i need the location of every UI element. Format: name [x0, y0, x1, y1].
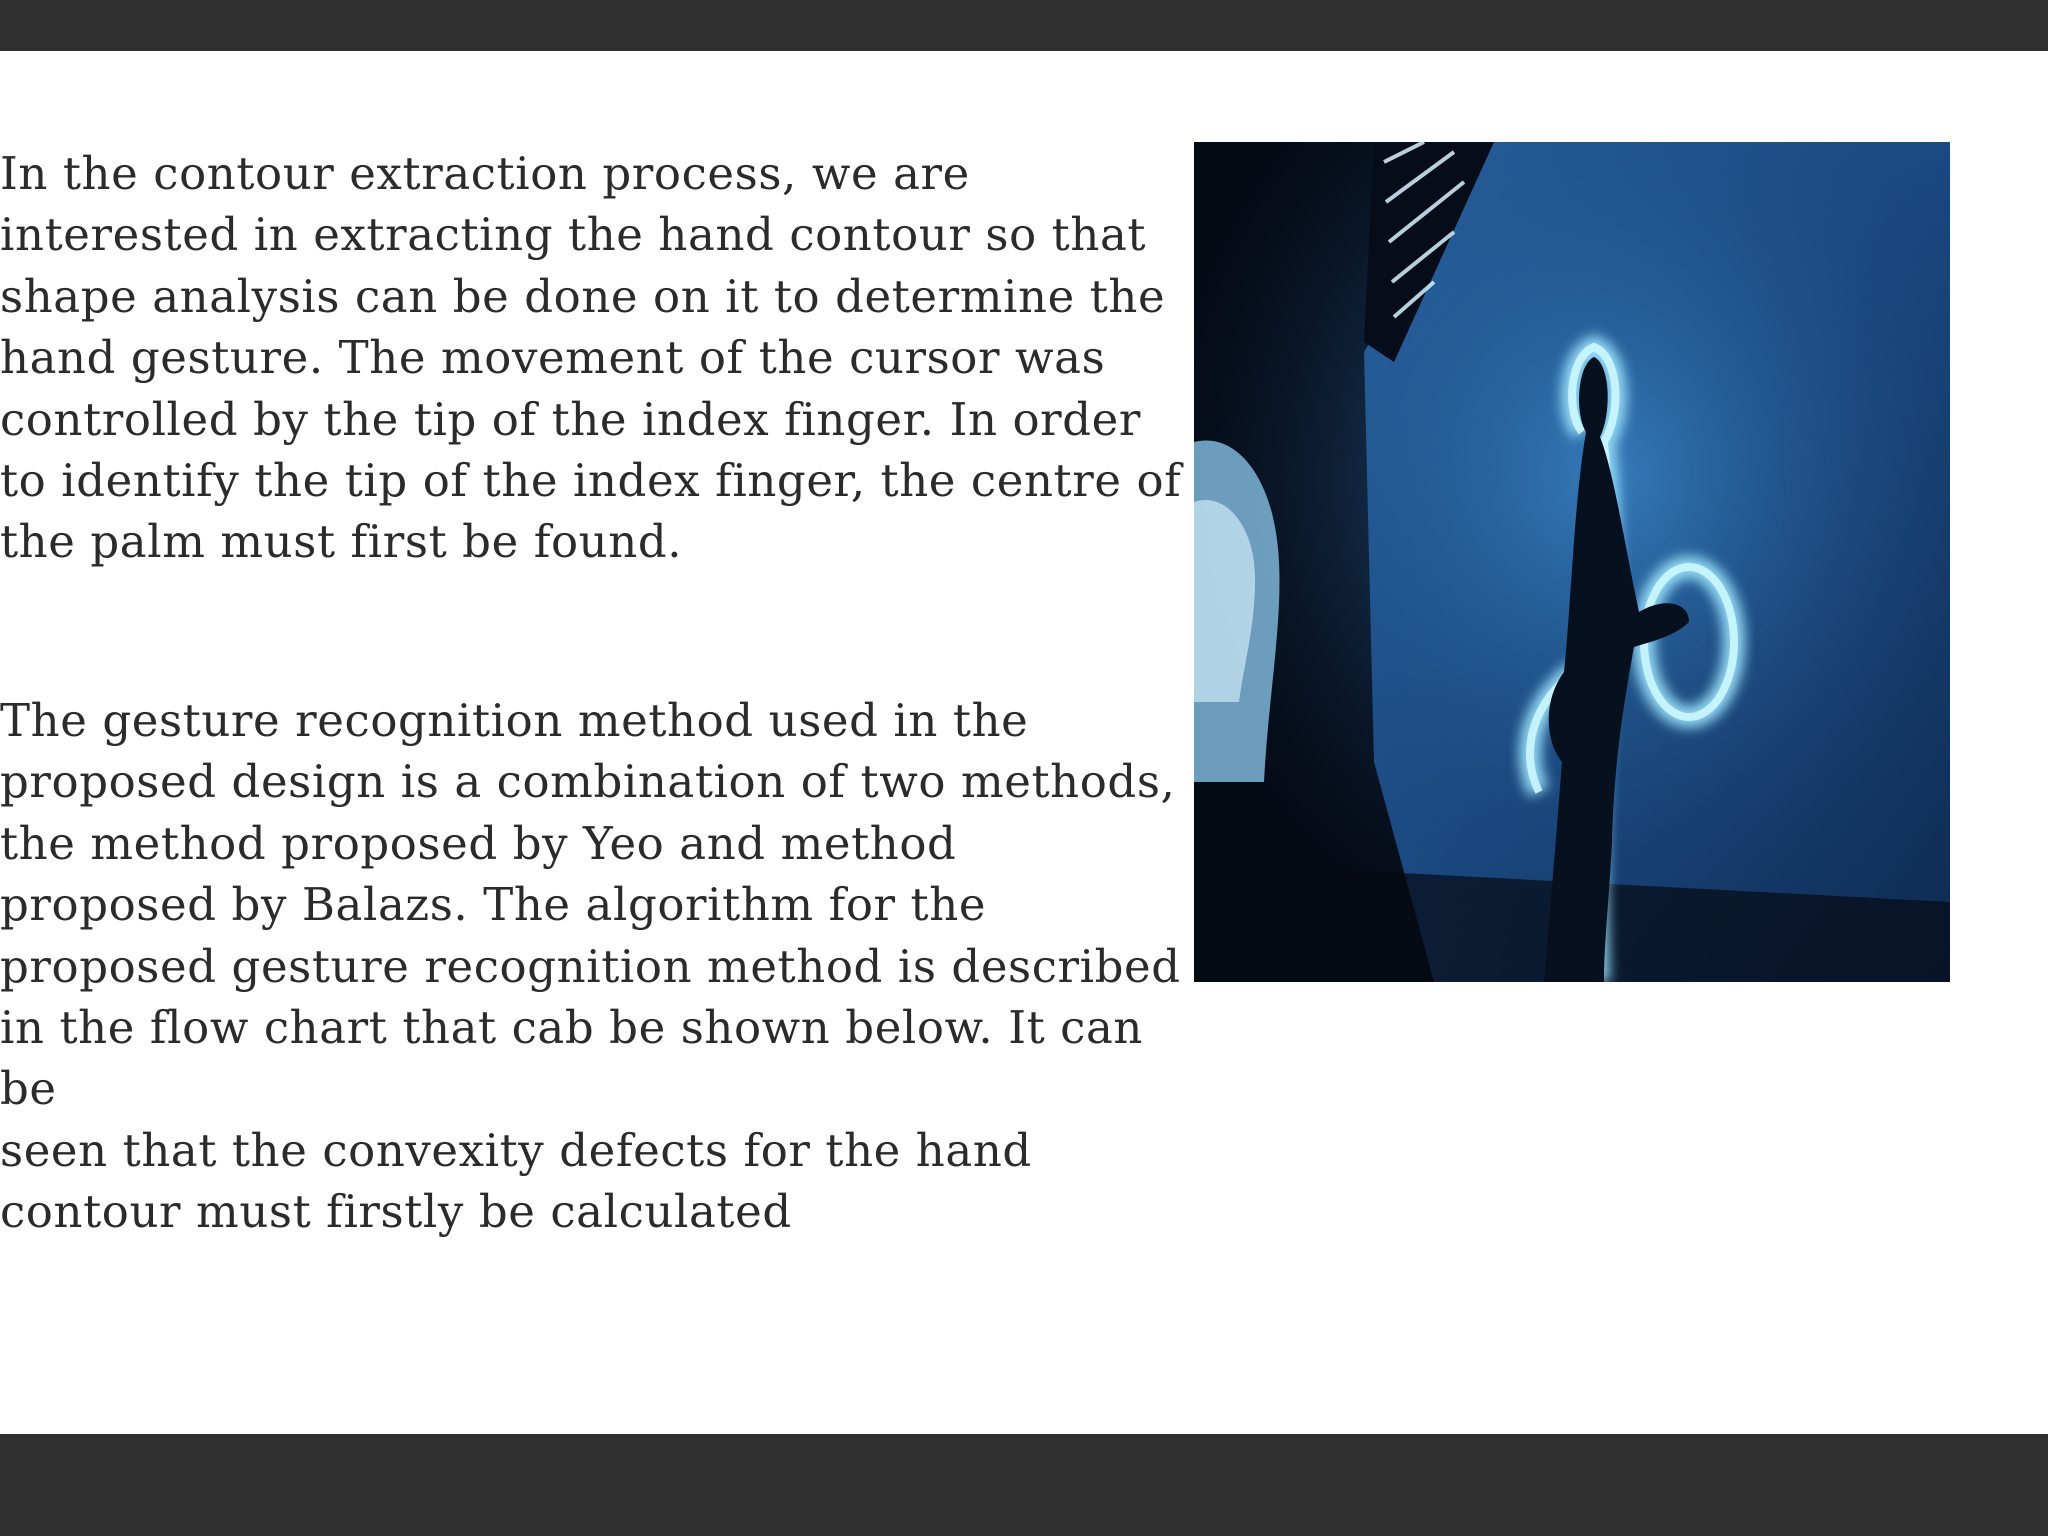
paragraph-gesture-recognition: The gesture recognition method used in the proposed design is a combination of two methods, the method proposed by Yeo and method proposed by Balazs. The algorithm for the proposed gesture recognition method is described in the flow chart that cab be shown below. It can be seen that the convexity defects for the hand contour must firstly be calculated: [0, 694, 1181, 1239]
hand-silhouette-illustration: [1194, 142, 1950, 982]
bottom-bar: [0, 1434, 2048, 1536]
paragraph-contour-extraction: In the contour extraction process, we are interested in extracting the hand contour so that shape analysis can be done on it to determine the hand gesture. The movement of the cursor was controlled by the tip of the index finger. In order to identify the tip of the index finger, the centre of the palm must first be found.: [0, 147, 1182, 569]
top-bar: [0, 0, 2048, 51]
hand-silhouette-photo: [1194, 142, 1950, 982]
